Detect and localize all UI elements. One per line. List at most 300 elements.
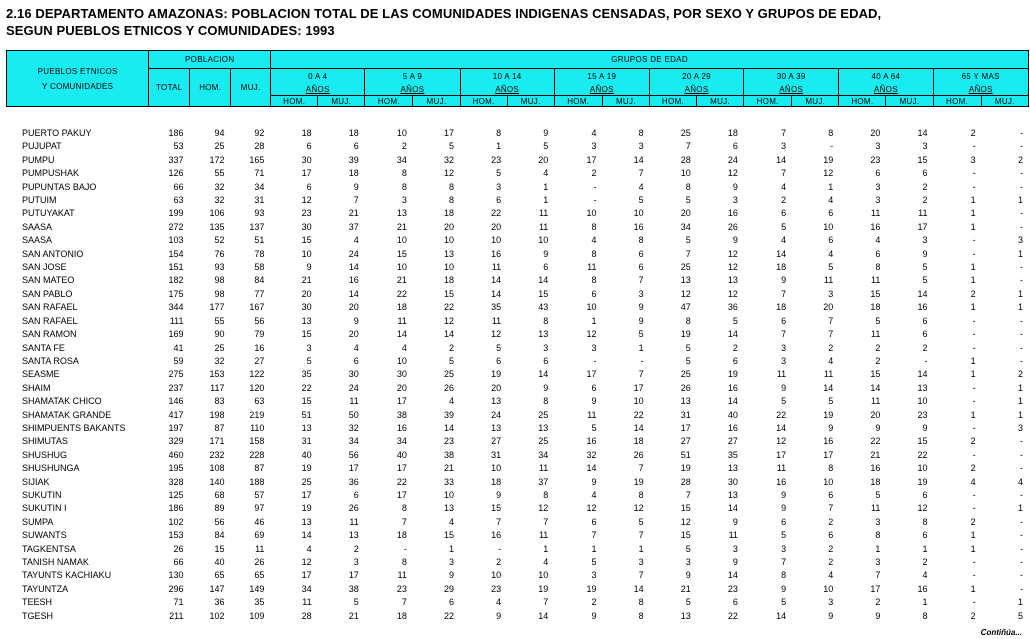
cell-value: 3 (591, 570, 597, 581)
cell-value: 6 (922, 329, 928, 340)
header-muj: MUJ. (231, 69, 271, 107)
cell-value: 19 (586, 583, 597, 594)
table-row (6, 315, 1029, 328)
cell-value: 7 (781, 168, 787, 179)
cell-value: 275 (168, 369, 184, 380)
cell-value: 4 (781, 235, 787, 246)
cell-value: 6 (781, 208, 787, 219)
cell-value: 11 (349, 516, 359, 527)
subheader-muj: MUJ. (507, 96, 554, 107)
cell-value: - (1020, 315, 1023, 326)
cell-value: 11 (587, 409, 597, 420)
cell-value: - (972, 422, 976, 433)
subheader-hom: HOM. (649, 96, 696, 107)
cell-value: 9 (922, 248, 928, 259)
cell-value: 21 (301, 275, 312, 286)
cell-value: 22 (727, 610, 738, 621)
cell-value: 10 (633, 396, 644, 407)
cell-value: 14 (776, 610, 787, 621)
cell-value: 328 (168, 476, 184, 487)
cell-value: 56 (214, 516, 225, 527)
cell-value: 6 (732, 355, 738, 366)
cell-value: 4 (591, 128, 597, 138)
header-grupos: GRUPOS DE EDAD (271, 51, 1029, 69)
cell-value: 6 (875, 248, 881, 259)
cell-value: 18 (776, 262, 787, 273)
cell-value: 5 (828, 396, 834, 407)
cell-value: 6 (781, 516, 787, 527)
cell-value: - (1020, 329, 1023, 340)
cell-value: 35 (491, 302, 502, 313)
cell-value: 21 (396, 275, 407, 286)
cell-value: 1 (970, 275, 976, 286)
cell-value: 11 (302, 597, 312, 608)
cell-value: 7 (638, 168, 644, 179)
cell-value: 9 (732, 235, 738, 246)
cell-value: 15 (538, 288, 549, 299)
cell-value: 6 (353, 489, 359, 500)
cell-value: 17 (586, 369, 597, 380)
cell-value: 5 (638, 329, 644, 340)
cell-value: 4 (638, 181, 644, 192)
cell-value: - (403, 543, 407, 554)
cell-value: 39 (444, 409, 455, 420)
cell-value: 38 (396, 409, 407, 420)
cell-value: - (830, 141, 834, 152)
cell-value: 16 (586, 436, 597, 447)
cell-value: - (1020, 583, 1023, 594)
cell-value: 11 (538, 463, 549, 474)
cell-value: 52 (214, 235, 225, 246)
community-name: SHAMATAK GRANDE (22, 409, 112, 420)
cell-value: 15 (917, 154, 928, 165)
cell-value: 90 (214, 329, 225, 340)
header-group-2: 10 A 14 (460, 69, 554, 84)
cell-value: 34 (396, 154, 407, 165)
cell-value: 8 (781, 570, 787, 581)
cell-value: 47 (680, 302, 691, 313)
cell-value: 15 (396, 248, 407, 259)
cell-value: 5 (638, 516, 644, 527)
subheader-muj: MUJ. (697, 96, 744, 107)
cell-value: 20 (348, 329, 359, 340)
cell-value: 26 (680, 382, 691, 393)
cell-value: 14 (538, 369, 549, 380)
cell-value: 5 (543, 141, 549, 152)
continua-note: Contiñúa... (980, 628, 1022, 637)
cell-value: 57 (254, 489, 265, 500)
cell-value: 20 (823, 302, 834, 313)
cell-value: 37 (348, 221, 359, 232)
cell-value: 2 (1017, 154, 1023, 165)
cell-value: 5 (685, 342, 691, 353)
header-anos: AÑOS (933, 84, 1029, 96)
table-row (6, 435, 1029, 448)
cell-value: - (1020, 543, 1023, 554)
cell-value: 10 (633, 208, 644, 219)
cell-value: - (972, 396, 976, 407)
cell-value: 65 (214, 570, 225, 581)
cell-value: 4 (1017, 476, 1023, 487)
cell-value: 2 (922, 557, 928, 567)
cell-value: 16 (727, 382, 738, 393)
cell-value: 2 (970, 610, 976, 621)
cell-value: - (1020, 516, 1023, 527)
cell-value: 1 (970, 208, 976, 219)
cell-value: 12 (491, 329, 502, 340)
cell-value: 7 (543, 597, 549, 608)
cell-value: 22 (491, 208, 502, 219)
cell-value: 14 (538, 275, 549, 286)
cell-value: 16 (396, 422, 407, 433)
cell-value: - (972, 168, 976, 179)
cell-value: 18 (444, 208, 455, 219)
cell-value: - (1020, 436, 1023, 447)
cell-value: 8 (685, 181, 691, 192)
cell-value: 13 (538, 422, 549, 433)
cell-value: 5 (496, 168, 502, 179)
cell-value: 71 (173, 597, 184, 608)
cell-value: 3 (591, 342, 597, 353)
cell-value: 50 (348, 409, 359, 420)
cell-value: 2 (875, 597, 881, 608)
cell-value: 20 (870, 128, 881, 138)
cell-value: 9 (543, 382, 549, 393)
cell-value: 8 (449, 181, 455, 192)
header-group-1: 5 A 9 (365, 69, 460, 84)
cell-value: 22 (776, 409, 787, 420)
cell-value: 237 (168, 382, 184, 393)
community-name: TEESH (22, 597, 53, 608)
cell-value: 10 (491, 463, 502, 474)
cell-value: 11 (349, 396, 359, 407)
cell-value: 15 (680, 503, 691, 514)
cell-value: 17 (396, 396, 407, 407)
cell-value: 6 (591, 382, 597, 393)
subheader-muj: MUJ. (792, 96, 839, 107)
cell-value: 9 (543, 248, 549, 259)
cell-value: 15 (444, 288, 455, 299)
cell-value: 22 (917, 449, 928, 460)
cell-value: 169 (168, 329, 184, 340)
cell-value: - (593, 195, 597, 206)
cell-value: 4 (496, 597, 502, 608)
cell-value: 9 (638, 315, 644, 326)
cell-value: 2 (922, 342, 928, 353)
cell-value: 66 (173, 557, 184, 567)
cell-value: 23 (301, 208, 312, 219)
cell-value: 12 (586, 503, 597, 514)
cell-value: 14 (491, 288, 502, 299)
subheader-hom: HOM. (271, 96, 318, 107)
community-name: SAN ANTONIO (22, 248, 84, 259)
cell-value: 6 (306, 141, 312, 152)
cell-value: 4 (591, 235, 597, 246)
cell-value: 32 (214, 195, 225, 206)
table-row (6, 409, 1029, 422)
cell-value: 22 (301, 382, 312, 393)
cell-value: 3 (922, 235, 928, 246)
cell-value: 4 (401, 342, 407, 353)
cell-value: - (1020, 168, 1023, 179)
cell-value: 9 (828, 610, 834, 621)
cell-value: 126 (168, 168, 184, 179)
cell-value: 98 (214, 275, 225, 286)
cell-value: 3 (875, 557, 881, 567)
cell-value: 10 (538, 570, 549, 581)
cell-value: 186 (168, 128, 184, 138)
cell-value: 22 (870, 436, 881, 447)
cell-value: - (1020, 557, 1023, 567)
cell-value: 7 (781, 557, 787, 567)
cell-value: 27 (680, 436, 691, 447)
cell-value: 11 (823, 369, 834, 380)
cell-value: 16 (823, 436, 834, 447)
cell-value: 14 (444, 422, 455, 433)
cell-value: 2 (922, 195, 928, 206)
cell-value: 5 (685, 195, 691, 206)
cell-value: 32 (444, 154, 455, 165)
cell-value: 1 (922, 543, 928, 554)
community-name: SUKUTIN (22, 489, 62, 500)
table-row (6, 301, 1029, 314)
cell-value: 78 (254, 248, 265, 259)
cell-value: 14 (823, 382, 834, 393)
cell-value: 20 (538, 154, 549, 165)
cell-value: 5 (306, 355, 312, 366)
cell-value: 2 (970, 128, 976, 138)
community-name: PUTUIM (22, 195, 57, 206)
table-row (6, 194, 1029, 207)
cell-value: - (972, 248, 976, 259)
cell-value: 11 (728, 530, 738, 541)
header-pueblos-line1: PUEBLOS ETNICOS (37, 66, 118, 76)
cell-value: 3 (781, 355, 787, 366)
cell-value: 19 (823, 154, 834, 165)
cell-value: 9 (922, 422, 928, 433)
community-name: SAN RAMON (22, 329, 77, 340)
cell-value: 17 (301, 570, 312, 581)
cell-value: 13 (680, 275, 691, 286)
header-anos: AÑOS (365, 84, 460, 96)
cell-value: 1 (1017, 597, 1023, 608)
header-group-7: 65 Y MAS (933, 69, 1029, 84)
table-row (6, 569, 1029, 582)
cell-value: 40 (301, 449, 312, 460)
cell-value: 9 (306, 262, 312, 273)
cell-value: 7 (638, 369, 644, 380)
cell-value: 137 (249, 221, 265, 232)
cell-value: 117 (210, 382, 225, 393)
cell-value: 19 (301, 463, 312, 474)
cell-value: 21 (348, 610, 359, 621)
cell-value: 14 (348, 262, 359, 273)
cell-value: 30 (301, 154, 312, 165)
cell-value: 6 (828, 208, 834, 219)
cell-value: 6 (875, 168, 881, 179)
cell-value: 17 (870, 583, 881, 594)
cell-value: 17 (680, 422, 691, 433)
cell-value: 6 (306, 181, 312, 192)
cell-value: - (1020, 181, 1023, 192)
cell-value: 12 (727, 288, 738, 299)
table-row (6, 140, 1029, 153)
cell-value: 2 (970, 516, 976, 527)
cell-value: 20 (491, 221, 502, 232)
cell-value: 34 (396, 436, 407, 447)
cell-value: 17 (301, 489, 312, 500)
cell-value: 7 (638, 275, 644, 286)
cell-value: 7 (685, 141, 691, 152)
cell-value: 5 (353, 597, 359, 608)
cell-value: - (972, 315, 976, 326)
cell-value: 14 (870, 382, 881, 393)
cell-value: 16 (633, 221, 644, 232)
cell-value: 16 (727, 208, 738, 219)
cell-value: 21 (348, 208, 359, 219)
cell-value: 53 (173, 141, 184, 152)
cell-value: 31 (254, 195, 265, 206)
table-row (6, 516, 1029, 529)
cell-value: 8 (543, 489, 549, 500)
cell-value: - (1020, 141, 1023, 152)
cell-value: 153 (168, 530, 184, 541)
cell-value: 11 (823, 275, 834, 286)
cell-value: 22 (396, 288, 407, 299)
cell-value: 11 (587, 262, 597, 273)
cell-value: 211 (169, 610, 184, 621)
cell-value: 10 (586, 302, 597, 313)
cell-value: 9 (353, 181, 359, 192)
cell-value: 2 (970, 288, 976, 299)
cell-value: 18 (396, 530, 407, 541)
header-pueblos-line2: Y COMUNIDADES (41, 81, 114, 91)
community-name: TANISH NAMAK (22, 557, 89, 567)
cell-value: 19 (727, 369, 738, 380)
header-anos: AÑOS (839, 84, 933, 96)
cell-value: 69 (254, 530, 265, 541)
cell-value: 11 (871, 329, 881, 340)
table-row (6, 167, 1029, 180)
cell-value: 188 (249, 476, 265, 487)
cell-value: 2 (875, 355, 881, 366)
cell-value: 6 (922, 489, 928, 500)
cell-value: 4 (781, 181, 787, 192)
cell-value: 153 (209, 369, 225, 380)
cell-value: 19 (301, 503, 312, 514)
cell-value: 5 (496, 342, 502, 353)
cell-value: 5 (685, 235, 691, 246)
cell-value: 21 (870, 449, 881, 460)
cell-value: 32 (348, 422, 359, 433)
cell-value: 272 (168, 221, 184, 232)
cell-value: 34 (254, 181, 265, 192)
cell-value: 13 (680, 396, 691, 407)
cell-value: 10 (917, 463, 928, 474)
cell-value: 26 (727, 221, 738, 232)
cell-value: 6 (732, 141, 738, 152)
cell-value: 16 (254, 342, 265, 353)
cell-value: 40 (214, 557, 225, 567)
cell-value: 5 (875, 315, 881, 326)
cell-value: 10 (396, 262, 407, 273)
cell-value: 6 (543, 262, 549, 273)
table-row (6, 449, 1029, 462)
cell-value: 34 (680, 221, 691, 232)
cell-value: 5 (449, 141, 455, 152)
cell-value: 12 (776, 436, 787, 447)
cell-value: 89 (214, 503, 225, 514)
cell-value: - (972, 329, 976, 340)
cell-value: 31 (301, 436, 312, 447)
cell-value: 6 (543, 355, 549, 366)
cell-value: 8 (401, 168, 407, 179)
community-name: SHUSHUNGA (22, 463, 80, 474)
cell-value: 186 (168, 503, 184, 514)
cell-value: 10 (538, 235, 549, 246)
cell-value: 3 (781, 543, 787, 554)
cell-value: 40 (396, 449, 407, 460)
cell-value: 4 (828, 195, 834, 206)
cell-value: 329 (168, 436, 184, 447)
cell-value: 3 (1017, 235, 1023, 246)
cell-value: 4 (828, 248, 834, 259)
cell-value: 20 (348, 302, 359, 313)
cell-value: 9 (496, 610, 502, 621)
cell-value: 30 (727, 476, 738, 487)
table-row (6, 274, 1029, 287)
header-poblacion: POBLACION (149, 51, 271, 69)
cell-value: - (593, 355, 597, 366)
cell-value: 10 (586, 208, 597, 219)
cell-value: 1 (970, 302, 976, 313)
cell-value: - (924, 355, 928, 366)
cell-value: 102 (168, 516, 184, 527)
cell-value: 4 (449, 396, 455, 407)
cell-value: 8 (638, 235, 644, 246)
cell-value: 1 (496, 141, 502, 152)
cell-value: 10 (301, 248, 312, 259)
cell-value: 41 (173, 342, 184, 353)
cell-value: 14 (727, 329, 738, 340)
table-row (6, 234, 1029, 247)
cell-value: 2 (496, 557, 502, 567)
cell-value: 10 (396, 128, 407, 138)
cell-value: 17 (586, 154, 597, 165)
cell-value: 1 (543, 181, 549, 192)
cell-value: 3 (970, 154, 976, 165)
cell-value: 13 (301, 315, 312, 326)
cell-value: 12 (680, 516, 691, 527)
cell-value: 2 (828, 543, 834, 554)
cell-value: 9 (685, 570, 691, 581)
cell-value: 26 (348, 503, 359, 514)
cell-value: 5 (781, 396, 787, 407)
cell-value: 1 (970, 369, 976, 380)
table-row (6, 382, 1029, 395)
cell-value: 9 (781, 489, 787, 500)
cell-value: 11 (397, 315, 407, 326)
community-name: SEASME (22, 369, 60, 380)
cell-value: 7 (828, 315, 834, 326)
cell-value: 17 (776, 449, 787, 460)
cell-value: 26 (633, 449, 644, 460)
cell-value: 7 (638, 570, 644, 581)
community-name: SANTA ROSA (22, 355, 79, 366)
cell-value: 25 (680, 262, 691, 273)
cell-value: 14 (538, 610, 549, 621)
table-row (6, 248, 1029, 261)
